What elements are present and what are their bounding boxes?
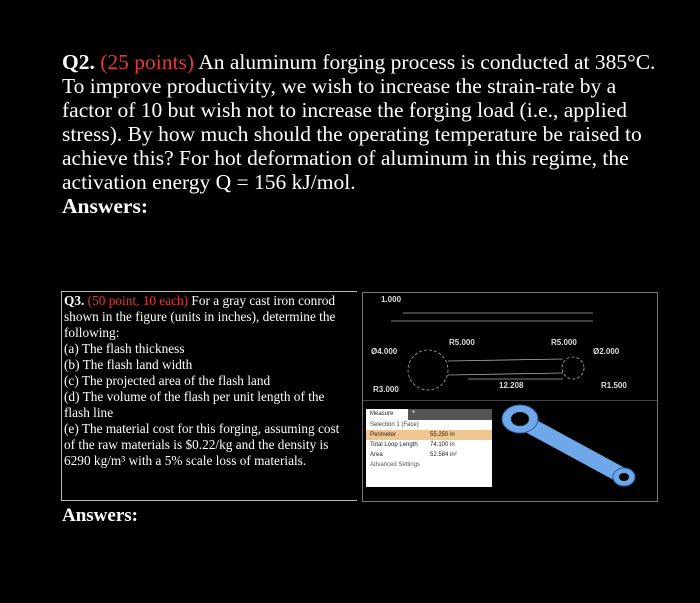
conrod-3d-model [498, 401, 658, 496]
q3-line: of the raw materials is $0.22/kg and the density is [64, 437, 329, 452]
measure-key: Total Loop Length [370, 442, 418, 448]
q3-answers: Answers: [62, 505, 138, 526]
measure-row [366, 440, 492, 450]
q3-line: (b) The flash land width [64, 357, 193, 372]
dim-label: Ø4.000 [371, 347, 398, 356]
q2-text: An aluminum forging process is conducted at 385°C. To improve productivity, we wish to increase the strain-rate by a factor of 10 but wish not to increase the forging load (i.e., applied stress). By how much should the operating temperature be raised to achieve this? For hot deformation of aluminum in this regime, the activation energy Q = 156 kJ/mol. [62, 50, 656, 194]
measure-row [366, 450, 492, 460]
q3-line: (c) The projected area of the flash land [64, 373, 271, 388]
measure-tab[interactable]: Measure [366, 409, 408, 420]
q3-points: (50 point, 10 each) [87, 293, 189, 308]
add-tab-icon[interactable]: + [412, 410, 416, 416]
q3-line: flash line [64, 405, 114, 420]
selection-dropdown[interactable] [366, 420, 492, 430]
advanced-label: Advanced Settings [370, 462, 421, 468]
q2-points: (25 points) [100, 50, 194, 74]
q3-line: (e) The material cost for this forging, assuming cost [64, 421, 340, 436]
q3-line: following: [64, 325, 120, 340]
q3-line: (d) The volume of the flash per unit length of the [64, 389, 325, 404]
measure-value: 52.584 in² [430, 452, 457, 458]
measure-key: Perimeter [370, 432, 397, 438]
q3-line: 6290 kg/m³ with a 5% scale loss of materials. [64, 453, 307, 468]
q2-label: Q2. [62, 50, 95, 74]
dim-label: R5.000 [449, 338, 475, 347]
conrod-figure [362, 292, 658, 502]
q3-line: (a) The flash thickness [64, 341, 185, 356]
question-3 [61, 291, 357, 501]
conrod-drawing [363, 293, 657, 401]
q3-line: For a gray cast iron conrod [188, 293, 336, 308]
measure-value: 74.100 in [430, 442, 455, 448]
selection-label: Selection 1 (Face) [370, 422, 419, 428]
question-2 [62, 50, 662, 218]
dim-label: Ø2.000 [593, 347, 620, 356]
q2-answers: Answers: [62, 194, 148, 218]
measure-panel [366, 409, 492, 487]
dim-label: R3.000 [373, 385, 399, 394]
measure-key: Area [370, 452, 383, 458]
dim-label: 12.208 [499, 381, 524, 390]
q3-line: shown in the figure (units in inches), determine the [64, 309, 336, 324]
advanced-settings[interactable] [366, 460, 492, 470]
q3-label: Q3. [64, 293, 85, 308]
dim-label: R1.500 [601, 381, 627, 390]
measure-value: 55.250 in [430, 432, 455, 438]
dim-label: R5.000 [551, 338, 577, 347]
measure-row [366, 430, 492, 440]
dim-label: 1.000 [381, 295, 402, 304]
